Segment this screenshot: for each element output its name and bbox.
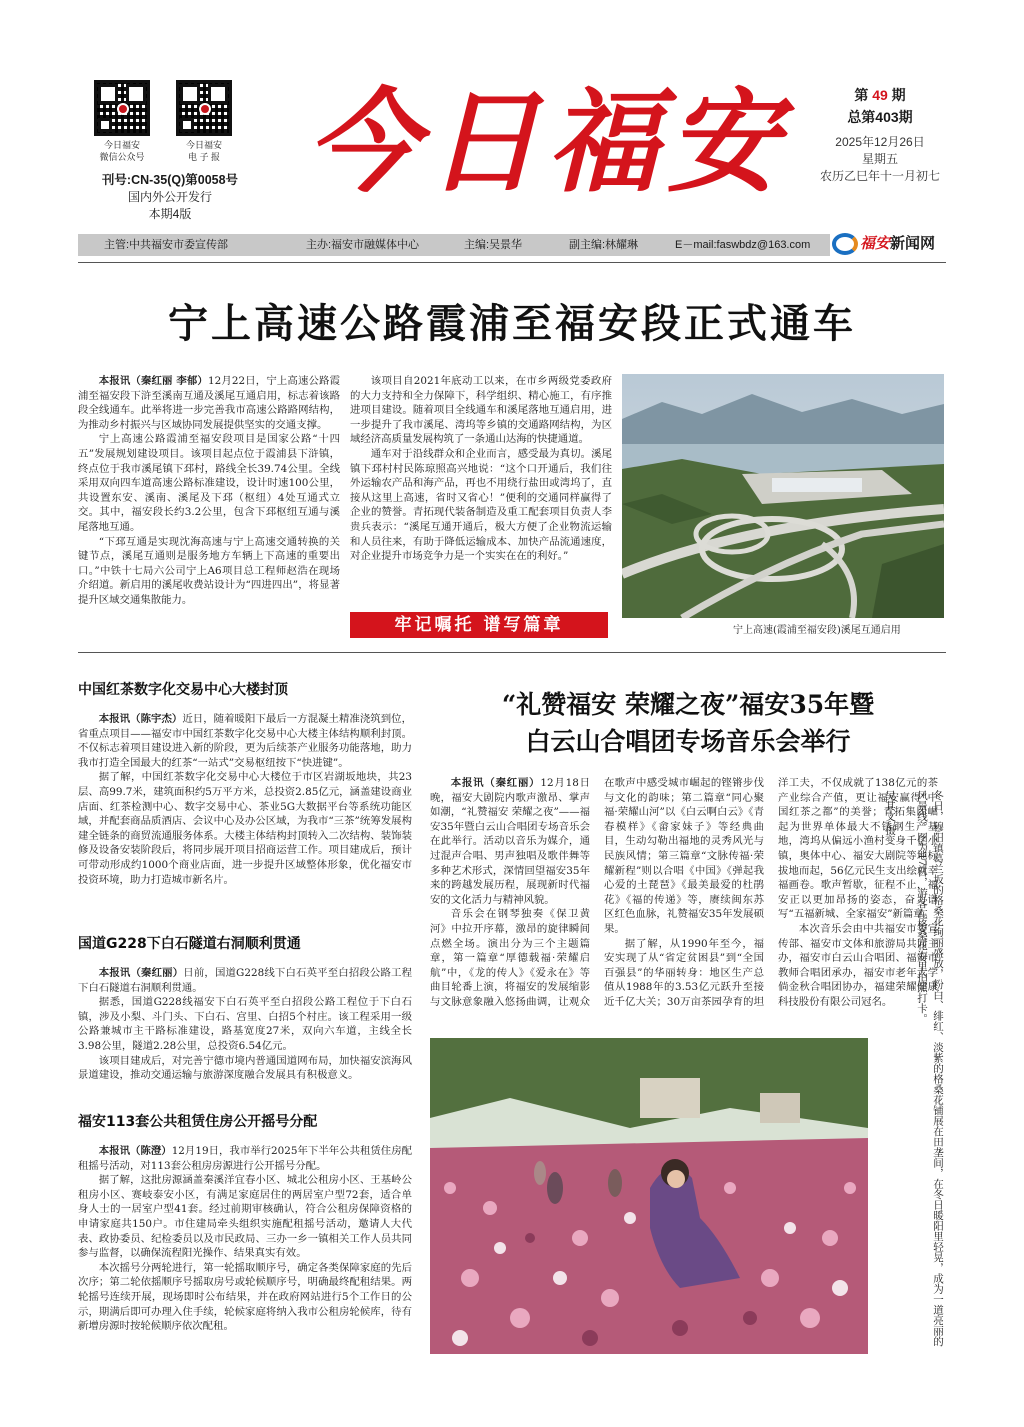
lead-headline: 宁上高速公路霞浦至福安段正式通车 — [168, 301, 856, 347]
housing-p2: 据了解，这批房源涵盖秦溪洋宜春小区、城北公租房小区、王基岭公租房小区、赛岐泰安小区，有满足家庭居住的两居室户型72套，适合单身人士的一居室户型41套。经过前期审核确认，符合公租房保障资格的申请家庭共150户。市住建局牵头组织实施配租摇号活动，邀请人大代表、政协委员、纪检委员以及市民政局、三办一乡一镇相关工作人员共同参与监督，以确保流程阳光操作、结果真实有效。 — [78, 1174, 412, 1260]
housing-p1: 12月19日，我市举行2025年下半年公共租赁住房配租摇号活动，对113套公租房房源进行公开摇号分配。 — [78, 1145, 412, 1172]
deputy-editor: 副主编:林耀琳 — [569, 239, 639, 251]
concert-headline-line1: “礼赞福安 荣耀之夜”福安35年暨 — [501, 690, 875, 719]
housing-byline: 本报讯（陈澄） — [98, 1145, 172, 1157]
lead-p3: “下邳互通是实现沈海高速与宁上高速交通转换的关键节点，溪尾互通则是服务地方车辆上下高速的重要出口。”中铁十七局六公司宁上A6项目总工程师赵浩在现场介绍道。新启用的溪尾收费站设计为“四进四出”，将显著提升区域交通集散能力。 — [78, 535, 340, 606]
news-site-logo[interactable] — [832, 228, 935, 259]
tea-p1: 近日，随着暖阳下最后一方混凝土精准浇筑到位，省重点项目——福安市中国红茶数字化交易中心大楼主体结构顺利封顶。不仅标志着项目建设进入新的阶段，更为后续茶产业服务功能落地，助力我市打造全国最大的红茶“一站式”交易枢纽按下“快进键”。 — [78, 713, 412, 769]
highway-photo-caption: 宁上高速(霞浦至福安段)溪尾互通启用 — [733, 625, 901, 636]
flower-field-image — [430, 1038, 868, 1354]
site-name: 新闻网 — [890, 235, 936, 252]
newspaper-title: 今日福安 — [307, 77, 787, 208]
tunnel-p3: 该项目建成后，对完善宁德市境内普通国道网布局，加快福安滨海风景道建设，推动交通运输与旅游深度融合发展具有积极意义。 — [78, 1054, 412, 1082]
concert-p3: 据了解，从1990年至今，福安实现了从“省定贫困县”到“全国百强县”的华丽转身：地区生产总值从1988年的3.53亿元跃升至接近千亿大关；30万亩茶园孕育的坦洋工夫，不仅成就了138亿元的茶产业综合产值，更让福安赢得“中国红茶之都”的美誉；青拓集团崛起为世界单体最大不锈钢生产基地，湾坞从偏远小渔村变身千亿小镇，奥体中心、福安大剧院等地标拔地而起，56亿元民生支出绘就幸福画卷。歌声暂歇，征程不止，福安正以更加昂扬的姿态，奋力谱写“五福新城、全家福安”新篇章。 — [604, 777, 938, 1008]
epaper-qr-caption: 今日福安 电 子 报 — [185, 140, 222, 162]
tunnel-story-body — [78, 966, 412, 1098]
tunnel-p2: 据悉，国道G228线福安下白石英平至白招段公路工程位于下白石镇，涉及小梨、斗门头、下白石、宫里、白招5个村庄。该工程采用一级公路兼城市主干路标准建设，路基宽度27米，双向六车道，主线全长3.98公里，隧道2.28公里，总投资6.54亿元。 — [78, 996, 412, 1052]
tunnel-p1: 日前，国道G228线下白石英平至白招段公路工程下白石隧道右洞顺利贯通。 — [78, 967, 412, 994]
page-count: 本期4版 — [148, 207, 192, 221]
tunnel-byline: 本报讯（秦红丽） — [98, 967, 184, 979]
concert-p2: 音乐会在钢琴独奏《保卫黄河》中拉开序幕，激昂的旋律瞬间点燃全场。演出分为三个主题篇章，第一篇章“厚德载福·荣耀启航”中，《龙的传人》《爱永在》等曲目轮番上演，将福安的发展缩影与文脉意象融入悠扬曲调，让观众在歌声中感受城市崛起的铿锵步伐与文化的韵味；第二篇章“同心聚福·荣耀山河”以《白云啊白云》《青春模样》《畲家妹子》等经典曲目，生动勾勒出福地的灵秀风光与民族风情；第三篇章“文脉传福·荣耀新程”则以合唱《中国》《弹起我心爱的土琵琶》《最美最爱的杜鹃花》《福的传递》等，赓续闽东苏区红色血脉，礼赞福安35年发展硕果。 — [430, 777, 764, 1008]
lead-p5: 通车对于沿线群众和企业而言，感受最为真切。溪尾镇下邳村村民陈琼照高兴地说：“这个口开通后，我们往外运输农产品和海产品，再也不用绕行盐田或湾坞了，直接从这里上高速，省时又省心！”便利的交通同样赢得了企业的赞誉。青拓现代装备制造及重工配套项目负责人李贵兵表示：“溪尾互通开通后，极大方便了企业物流运输和人员往来，有助于降低运输成本、加快产品流通速度，对企业提升市场竞争力是一个实实在在的利好。” — [350, 447, 612, 563]
section-divider — [78, 652, 946, 653]
flower-caption-text: 冬日，穆阳镇葛兰坂的格桑花绚丽盛放，粉白、绯红、淡紫的格桑花铺展在田垄间，在冬日暖阳里轻晃，成为一道亮丽的风景线。图为17日，游客在格桑花海里拍照打卡。 — [916, 790, 944, 1347]
flower-photo-caption — [874, 790, 946, 1350]
concert-headline — [430, 686, 946, 760]
lead-p2: 宁上高速公路霞浦至福安段项目是国家公路“十四五”发展规划建设项目。该项目起点位于霞浦县下浒镇，终点位于我市溪尾镇下邳村，路线全长39.74公里。全线采用双向四车道高速公路标准建设，设计时速100公里，共设置东安、溪南、溪尾及下邳（枢纽）4处互通式立交。其中，福安段长约3.2公里，包含下邳枢纽互通与溪尾落地互通。 — [78, 433, 340, 533]
swirl-icon — [832, 233, 858, 255]
weekday: 星期五 — [861, 152, 898, 166]
issue-info — [820, 84, 940, 185]
issue-date: 2025年12月26日 — [835, 135, 925, 149]
lead-story-col1 — [78, 374, 340, 639]
tunnel-headline: 国道G228下白石隧道右洞顺利贯通 — [78, 936, 301, 952]
lunar-date: 农历乙巳年十一月初七 — [820, 169, 941, 183]
flower-photo — [430, 1038, 868, 1354]
issue-number: 第 49 期 — [854, 87, 906, 103]
supervisor: 主管:中共福安市委宣传部 — [104, 239, 229, 251]
tea-p2: 据了解，中国红茶数字化交易中心大楼位于市区岩湖坂地块，共23层、高99.7米，建筑面积约5万平方米，总投资2.85亿元，涵盖建设商业店面、红茶检测中心、数字交易中心、茶业5G大数据平台等系统功能区域，并配套商品质酒店、会议中心及办公区域，为我市“三茶”统筹发展构建全链条的商贸流通服务体系。大楼主体结构封顶转入二次结构、装饰装修及设备安装阶段后，将同步展开项目招商运营工作。项目建成后，预计可带动形成约1000个商业店面，进一步提升区域整体形象，优化福安市投资环境，助力打造城市新名片。 — [78, 771, 412, 886]
issue-number-value: 49 — [872, 87, 888, 103]
publication-info — [80, 172, 260, 223]
concert-p1: 12月18日晚，福安大剧院内歌声激昂、掌声如潮，“礼赞福安 荣耀之夜”——福安35年暨白云山合唱团专场音乐会在此举行。活动以音乐为媒介，通过混声合唱、男声独唱及歌伴舞等多种艺术形式，深情回望福安35年来的跨越发展历程，展现新时代福安的文化活力与精神风貌。 — [430, 777, 590, 906]
highway-interchange-image — [622, 374, 944, 618]
concert-byline: 本报讯（秦红丽） — [450, 777, 541, 789]
lead-p4: 该项目自2021年底动工以来，在市乡两级党委政府的大力支持和全力保障下，科学组织、精心施工，有序推进项目建设。随着项目全线通车和溪尾落地互通启用，进一步提升了我市溪尾、湾坞等乡镇的交通路网结构，为区域经济高质量发展构筑了一条通山达海的快捷通道。 — [350, 375, 612, 446]
wechat-qr-code[interactable] — [94, 80, 150, 136]
publication-number: 刊号:CN-35(Q)第0058号 — [101, 173, 239, 187]
epaper-qr-code[interactable] — [176, 80, 232, 136]
concert-headline-line2: 白云山合唱团专场音乐会举行 — [525, 727, 851, 756]
campaign-banner: 牢记嘱托 谱写篇章 — [350, 612, 608, 638]
housing-headline: 福安113套公共租赁住房公开摇号分配 — [78, 1114, 318, 1130]
site-brand: 福安 — [860, 234, 891, 252]
concert-p4: 本次音乐会由中共福安市委宣传部、福安市文体和旅游局共同主办，福安市白云山合唱团、福安市教师合唱团承办，福安市老年大学倘金秋合唱团协办，福建荣耀健康科技股份有限公司冠名。 — [778, 922, 938, 1008]
concert-story-body — [430, 776, 938, 1028]
tea-headline: 中国红茶数字化交易中心大楼封顶 — [78, 682, 288, 698]
sponsor: 主办:福安市融媒体中心 — [306, 239, 420, 251]
tea-byline: 本报讯（陈宇杰） — [98, 713, 183, 725]
lead-byline: 本报讯（秦红丽 李郁） — [98, 375, 208, 387]
email[interactable]: E－mail:faswbdz@163.com — [675, 239, 811, 251]
flower-photo-credit: 吴其文 摄 — [884, 790, 896, 836]
chief-editor: 主编:吴景华 — [464, 239, 523, 251]
lead-story-col2 — [350, 374, 612, 606]
masthead-divider — [78, 262, 946, 263]
housing-p3: 本次摇号分两轮进行，第一轮摇取顺序号，确定各类保障家庭的先后次序；第二轮依摇顺序号摇取房号或轮候顺序号，明确最终配租结果。两轮摇号连续开展，现场即时公布结果，并在政府网站进行5个工作日的公示，期满后即可办理入住手续，轮候家庭将纳入我市公租房轮候库，待有新增房源时按轮候顺序依次配租。 — [78, 1261, 412, 1333]
total-issue: 总第403期 — [847, 109, 913, 125]
tea-story-body — [78, 712, 412, 896]
housing-story-body — [78, 1144, 412, 1354]
highway-photo — [622, 374, 944, 618]
distribution: 国内外公开发行 — [127, 190, 212, 204]
wechat-qr-caption: 今日福安 微信公众号 — [99, 140, 145, 162]
staff-info-bar — [78, 234, 830, 256]
lead-p1: 12月22日，宁上高速公路霞浦至福安段下浒至溪南互通及溪尾互通启用，标志着该路段全线通车。此举将进一步完善我市高速公路路网结构，为推动乡村振兴与区域协同发展提供坚实的交通支撑。 — [78, 375, 340, 431]
